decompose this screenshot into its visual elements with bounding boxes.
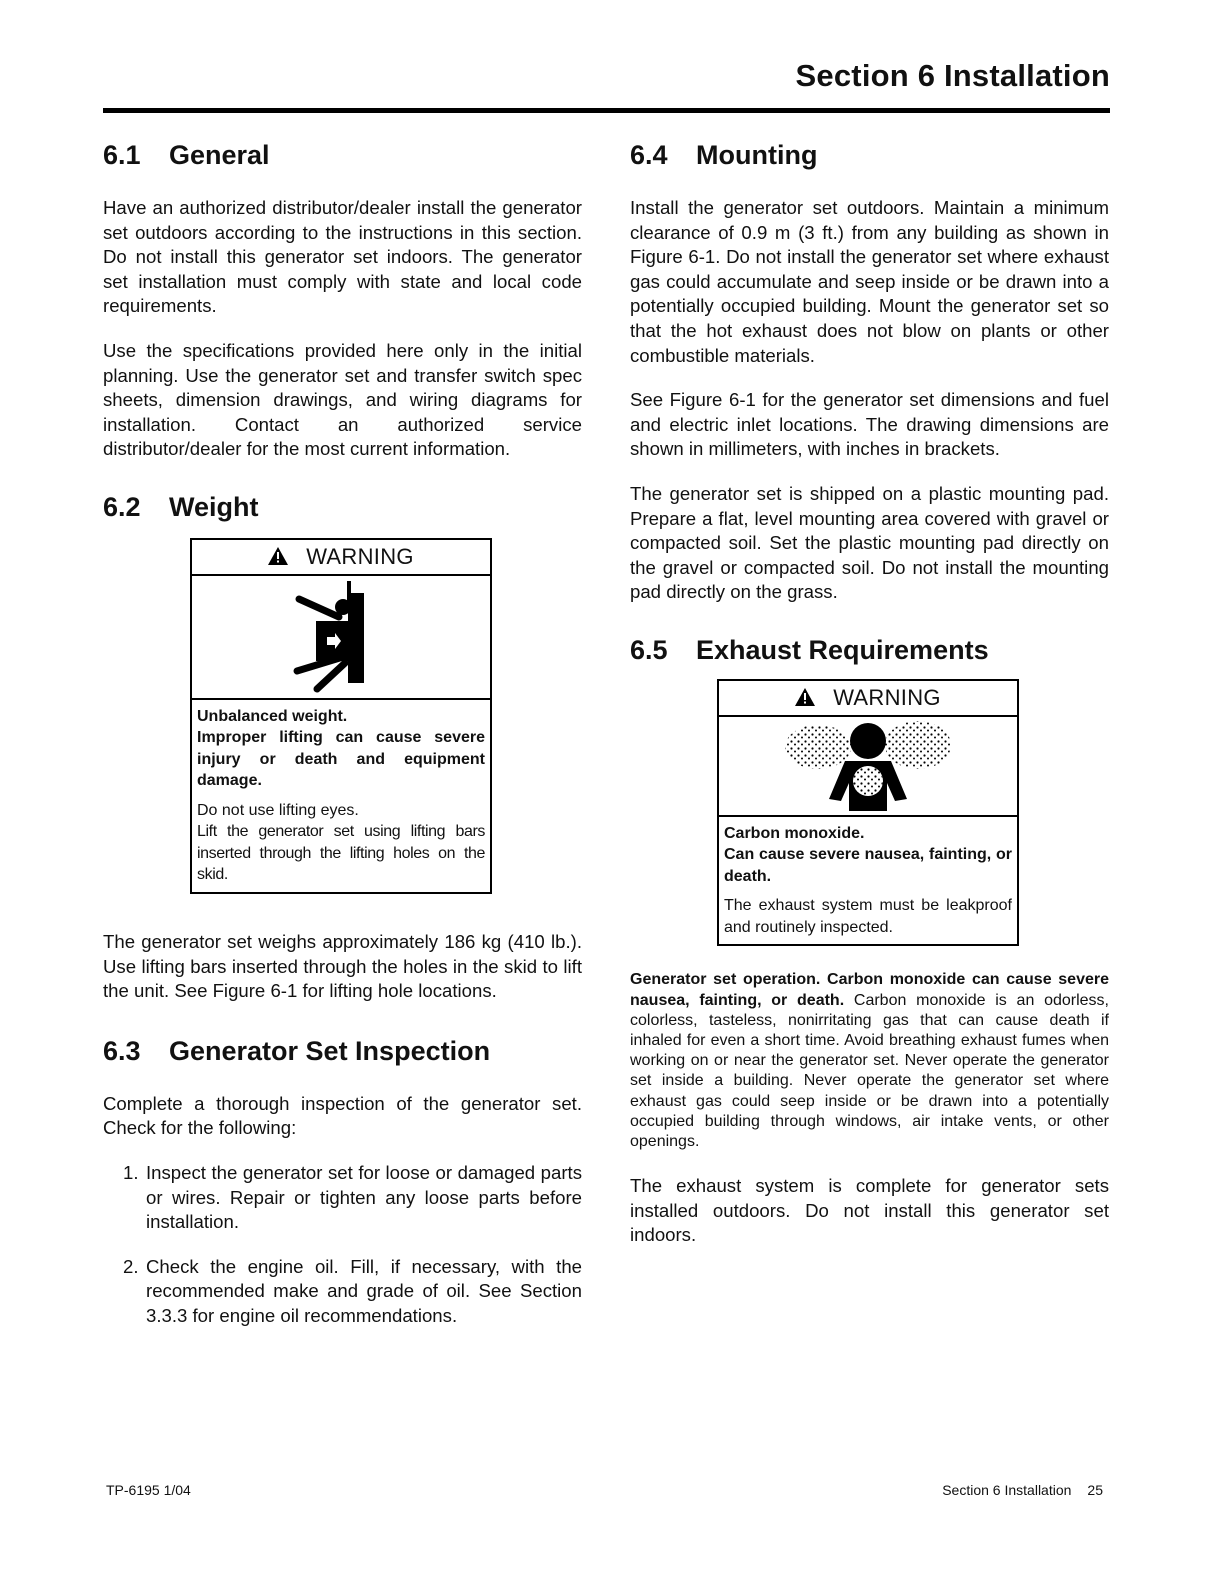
warning-text [719,817,1017,945]
warning-header [192,540,490,576]
section-title: Mounting [696,140,818,170]
mounting-paragraph-1: Install the generator set outdoors. Maintain a minimum clearance of 0.9 m (3 ft.) from any building as shown in Figure 6-1. Do not install the generator set where exhaust gas could accumulate and seep inside or be drawn into a potentially occupied building. Mount the generator set so that the hot exhaust does not blow on plants or other combustible materials. [630,197,1109,366]
warning-instruction: The exhaust system must be leakproof and routinely inspected. [724,897,1012,936]
right-column [630,138,1109,1268]
page-header-title: Section 6 Installation [795,58,1110,93]
list-item-text: Inspect the generator set for loose or damaged parts or wires. Repair or tighten any loose parts before installation. [146,1161,582,1233]
footer-doc-id: TP-6195 1/04 [106,1482,191,1498]
section-6-5-heading [630,633,1109,667]
general-paragraph-2: Use the specifications provided here only in the initial planning. Use the generator set and transfer switch spec sheets, dimension drawings, and wiring diagrams for installation. Contact an authorized service distributor/dealer for the most current information. [103,339,582,460]
section-number: 6.2 [103,491,141,522]
left-column [103,138,582,1348]
list-item [103,1161,582,1235]
warning-label: WARNING [833,684,941,710]
list-item-text: Check the engine oil. Fill, if necessary, with the recommended make and grade of oil. See Section 3.3.3 for engine oil recommendations. [146,1255,582,1326]
header-rule [103,108,1110,113]
list-marker: 1. [123,1161,139,1183]
inspection-steps [103,1161,582,1329]
section-number: 6.1 [103,140,141,170]
general-paragraph-1: Have an authorized distributor/dealer install the generator set outdoors according to the instructions in this section. Do not install this generator set indoors. The generator set installation must comply with state and local code requirements. [103,197,582,317]
warning-consequence: Can cause severe nausea, fainting, or death. [724,846,1012,885]
co-notice-bold: Generator set operation. Carbon monoxide can cause severe nausea, fainting, or death. [630,971,1109,1009]
mounting-paragraph-3: The generator set is shipped on a plastic mounting pad. Prepare a flat, level mounting area covered with gravel or compacted soil. Set the plastic mounting pad directly on the gravel or compacted soil. Do not install the mounting pad directly on the grass. [630,482,1109,603]
warning-consequence: Improper lifting can cause severe injury or death and equipment damage. [197,729,485,790]
section-6-2-heading [103,490,582,524]
section-number: 6.5 [630,634,668,665]
section-number: 6.3 [103,1035,141,1066]
warning-hazard: Carbon monoxide. [724,824,865,842]
section-6-1-heading [103,138,582,172]
section-title: Exhaust Requirements [696,634,989,665]
inspection-intro: Complete a thorough inspection of the generator set. Check for the following: [103,1092,582,1139]
section-6-3-heading [103,1034,582,1068]
list-marker: 2. [123,1255,139,1277]
section-title: General [169,140,270,170]
weight-warning-box [190,538,492,894]
exhaust-paragraph: The exhaust system is complete for generator sets installed outdoors. Do not install this generator set indoors. [630,1175,1109,1246]
warning-instruction: Do not use lifting eyes. [197,801,359,819]
section-title: Generator Set Inspection [169,1035,491,1066]
weight-paragraph: The generator set weighs approximately 186 kg (410 lb.). Use lifting bars inserted through the holes in the skid to lift the unit. See Figure 6-1 for lifting hole locations. [103,930,582,1002]
page-number: 25 [1087,1482,1103,1498]
warning-triangle-icon [268,541,288,575]
co-notice-text: Carbon monoxide is an odorless, colorless, tasteless, nonirritating gas that can cause death if inhaled for even a short time. Avoid breathing exhaust fumes when working on or near the generator set. Never operate the generator set inside a building. Never operate the generator set where exhaust gas could seep inside or be drawn into a potentially occupied building through windows, air intake vents, or other openings. [630,991,1110,1151]
section-number: 6.4 [630,140,668,170]
mounting-paragraph-2: See Figure 6-1 for the generator set dimensions and fuel and electric inlet locations. The drawing dimensions are shown in millimeters, with inches in brackets. [630,389,1109,460]
crushing-hazard-icon [192,576,490,700]
list-item [103,1255,582,1329]
section-6-4-heading [630,138,1109,172]
co-notice [630,970,1109,1152]
footer-section [942,1482,1103,1498]
exhaust-warning-box [717,679,1019,947]
warning-triangle-icon [795,682,815,716]
warning-label: WARNING [306,543,414,569]
section-title: Weight [169,491,259,522]
warning-text [192,700,490,892]
warning-instruction: Lift the generator set using lifting bars inserted through the lifting holes on the skid. [197,823,485,884]
footer-section-title: Section 6 Installation [942,1482,1072,1498]
warning-header [719,681,1017,717]
warning-hazard: Unbalanced weight. [197,707,348,725]
toxic-gas-hazard-icon [719,717,1017,817]
